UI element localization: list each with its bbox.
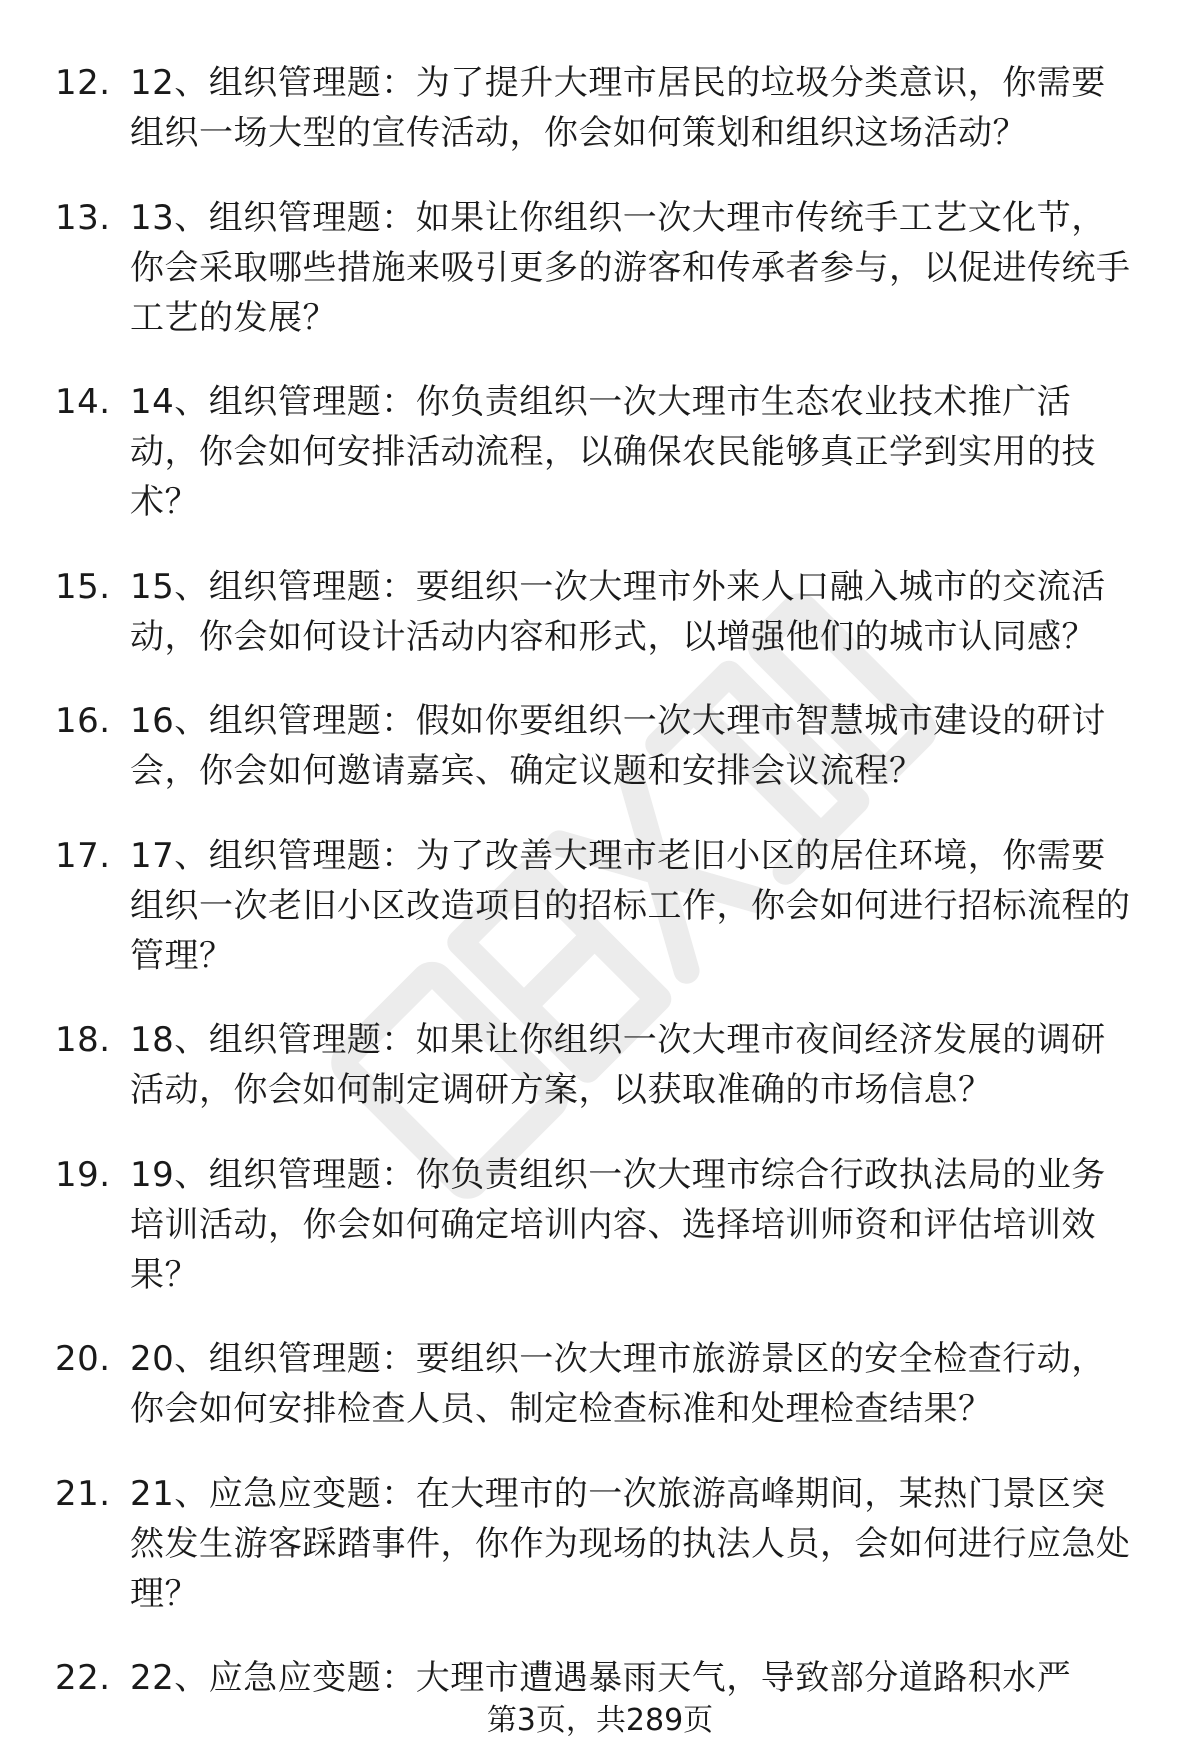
- question-text: 16、组织管理题：假如你要组织一次大理市智慧城市建设的研讨会，你会如何邀请嘉宾、确定议题和安排会议流程？: [130, 701, 1106, 791]
- question-text: 20、组织管理题：要组织一次大理市旅游景区的安全检查行动，你会如何安排检查人员、制定检查标准和处理检查结果？: [130, 1339, 1106, 1429]
- question-item: [0, 696, 1200, 796]
- question-item: [0, 1334, 1200, 1434]
- question-item: [0, 1150, 1200, 1300]
- question-number: 14.: [55, 382, 111, 422]
- question-item: [0, 562, 1200, 662]
- question-number: 12.: [55, 63, 111, 103]
- question-text: 14、组织管理题：你负责组织一次大理市生态农业技术推广活动，你会如何安排活动流程，以确保农民能够真正学到实用的技术？: [130, 382, 1096, 522]
- question-number: 18.: [55, 1020, 111, 1060]
- question-number: 16.: [55, 701, 111, 741]
- question-text: 22、应急应变题：大理市遭遇暴雨天气，导致部分道路积水严: [130, 1658, 1072, 1698]
- question-text: 21、应急应变题：在大理市的一次旅游高峰期间，某热门景区突然发生游客踩踏事件，你作为现场的执法人员，会如何进行应急处理？: [130, 1473, 1131, 1614]
- question-text: 15、组织管理题：要组织一次大理市外来人口融入城市的交流活动，你会如何设计活动内容和形式，以增强他们的城市认同感？: [130, 566, 1106, 657]
- question-list: [0, 58, 1200, 1738]
- question-text: 12、组织管理题：为了提升大理市居民的垃圾分类意识，你需要组织一场大型的宣传活动，你会如何策划和组织这场活动？: [130, 63, 1106, 153]
- question-text: 13、组织管理题：如果让你组织一次大理市传统手工艺文化节，你会采取哪些措施来吸引更多的游客和传承者参与，以促进传统手工艺的发展？: [130, 197, 1131, 338]
- question-item: [0, 1469, 1200, 1619]
- question-number: 22.: [55, 1658, 111, 1698]
- question-item: [0, 831, 1200, 981]
- question-number: 17.: [55, 835, 111, 876]
- question-number: 15.: [55, 566, 111, 607]
- question-number: 21.: [55, 1473, 111, 1514]
- question-item: [0, 377, 1200, 527]
- question-number: 20.: [55, 1339, 111, 1379]
- question-item: [0, 58, 1200, 158]
- question-text: 18、组织管理题：如果让你组织一次大理市夜间经济发展的调研活动，你会如何制定调研方案，以获取准确的市场信息？: [130, 1020, 1106, 1110]
- question-number: 13.: [55, 197, 111, 238]
- question-text: 19、组织管理题：你负责组织一次大理市综合行政执法局的业务培训活动，你会如何确定培训内容、选择培训师资和评估培训效果？: [130, 1154, 1106, 1295]
- question-text: 17、组织管理题：为了改善大理市老旧小区的居住环境，你需要组织一次老旧小区改造项目的招标工作，你会如何进行招标流程的管理？: [130, 835, 1131, 976]
- question-number: 19.: [55, 1154, 111, 1195]
- page-footer: 第3页，共289页: [486, 1703, 714, 1738]
- question-item: [0, 1015, 1200, 1115]
- question-item: [0, 193, 1200, 343]
- question-item: [0, 1653, 1200, 1703]
